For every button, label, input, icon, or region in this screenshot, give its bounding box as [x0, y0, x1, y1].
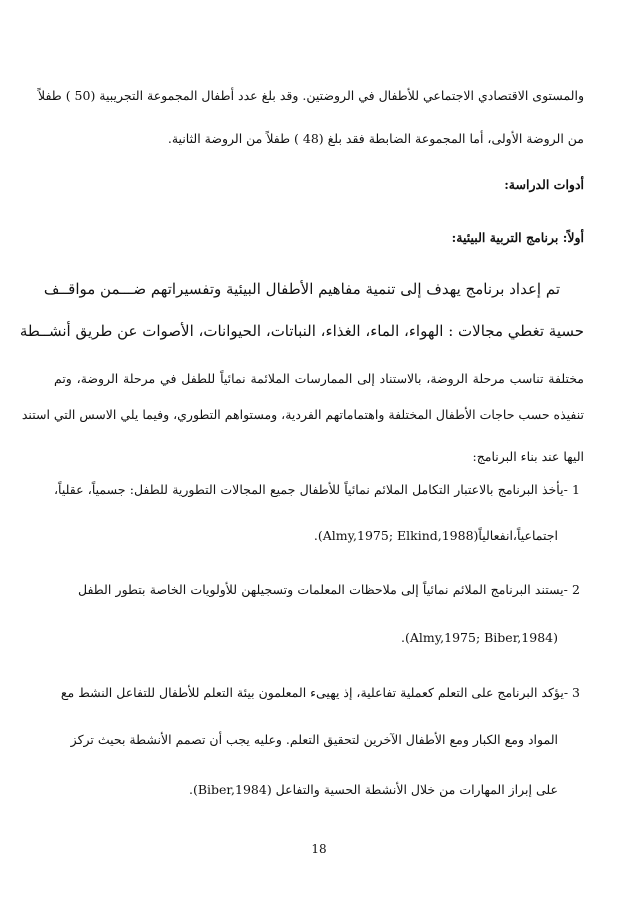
list-item-3-line-2: المواد ومع الكبار ومع الأطفال الآخرين لتحقيق التعلم. وعليه يجب أن تصمم الأنشطة بحيث تركز	[70, 732, 558, 747]
list-item-1-line-1: 1 -يأخذ البرنامج بالاعتبار التكامل الملائم نمائياً للأطفال جميع المجالات التطورية للطفل: جسمياً، عقلياً،	[54, 482, 580, 497]
list-item-1-line-2: اجتماعياً،انفعالياً(Almy,1975; Elkind,1988).	[313, 528, 558, 543]
list-item-3-line-1: 3 -يؤكد البرنامج على التعلم كعملية تفاعلية، إذ يهيىء المعلمون بيئة التعلم للأطفال للتفاعل النشط مع	[60, 685, 580, 700]
paragraph-line-9: اليها عند بناء البرنامج:	[472, 449, 584, 464]
paragraph-line-7: مختلفة تناسب مرحلة الروضة، بالاستناد إلى الممارسات الملائمة نمائياً للطفل في مرحلة الروضة، وتم	[54, 371, 584, 386]
page-number: 18	[311, 842, 327, 856]
list-item-3-line-3: على إبراز المهارات من خلال الأنشطة الحسية والتفاعل (Biber,1984).	[188, 782, 558, 797]
paragraph-line-6: حسية تغطي مجالات : الهواء، الماء، الغذاء، النباتات، الحيوانات، الأصوات عن طريق أنشــطة	[19, 322, 584, 340]
paragraph-line-1: والمستوى الاقتصادي الاجتماعي للأطفال في الروضتين. وقد بلغ عدد أطفال المجموعة التجريبية (50 ) طفلاً	[37, 88, 584, 103]
paragraph-line-8: تنفيذه حسب حاجات الأطفال المختلفة واهتماماتهم الفردية، ومستواهم التطوري، وفيما يلي الاسس التي استند	[21, 407, 584, 422]
paragraph-line-2: من الروضة الأولى، أما المجموعة الضابطة فقد بلغ (48 ) طفلاً من الروضة الثانية.	[167, 131, 584, 146]
section-heading-tools: أدوات الدراسة:	[504, 177, 584, 192]
subsection-heading-program: أولاً: برنامج التربية البيئية:	[451, 230, 584, 245]
list-item-2-line-2: (Almy,1975; Biber,1984).	[401, 630, 558, 645]
paragraph-line-5: تم إعداد برنامج يهدف إلى تنمية مفاهيم الأطفال البيئية وتفسيراتهم ضـــمن مواقــف	[43, 280, 560, 298]
list-item-2-line-1: 2 -يستند البرنامج الملائم نمائياً إلى ملاحظات المعلمات وتسجيلهن للأولويات الخاصة بتطور الطفل	[78, 582, 580, 597]
